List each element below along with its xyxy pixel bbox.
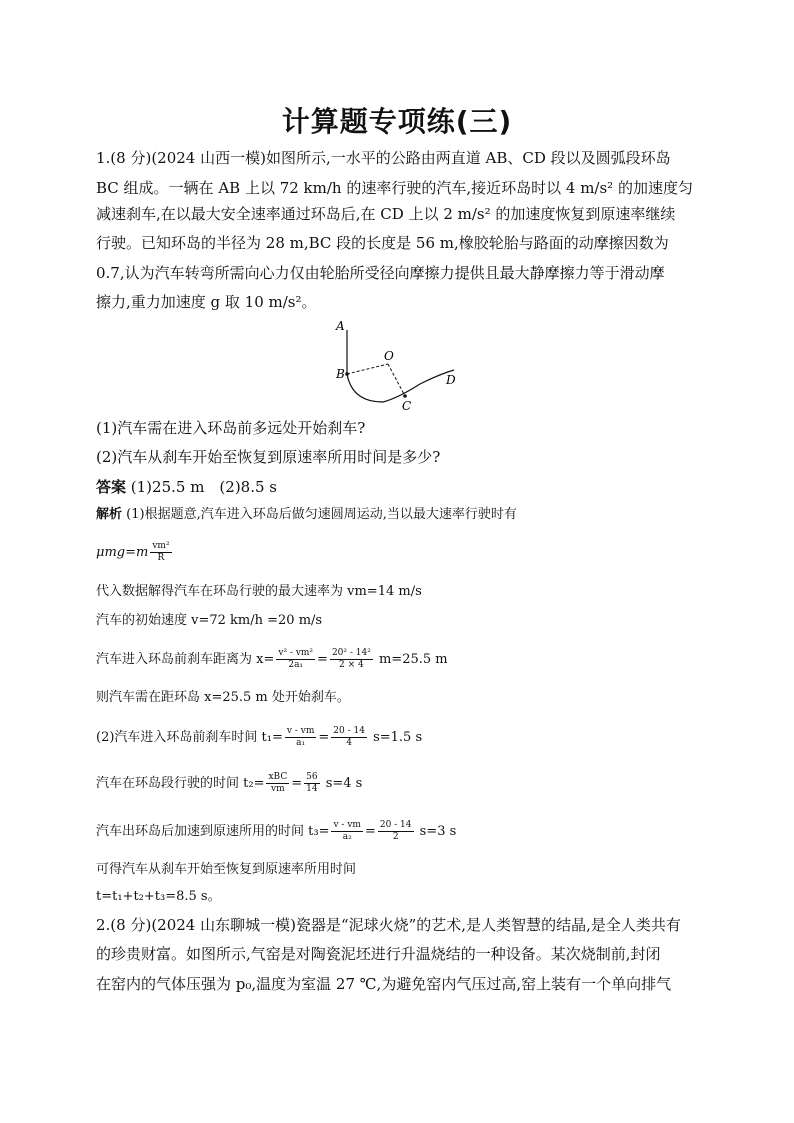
analysis-label: 解析 — [96, 507, 123, 522]
fraction-num: 20 - 14 — [379, 820, 412, 830]
equation-row: 汽车出环岛后加速到原速所用的时间 t₃= $\frac{v - vm}{\text{a₂}}$ = $\frac{20 - 14}{2}$ s=3 s — [96, 820, 457, 842]
q1-line: 1.(8 分)(2024 山西一模)如图所示,一水平的公路由两直道 AB、CD 段以及圆弧段环岛 — [96, 149, 671, 167]
solution-line: t=t₁+t₂+t₃=8.5 s。 — [96, 889, 221, 904]
eq-left: μmg=m — [96, 545, 149, 560]
label-d: D — [446, 373, 456, 387]
q2-line: 2.(8 分)(2024 山东聊城一模)瓷器是“泥球火烧”的艺术,是人类智慧的结晶,是全人类共有 — [96, 916, 681, 934]
answer-label: 答案 — [96, 478, 127, 496]
q1-line: 减速刹车,在以最大安全速率通过环岛后,在 CD 上以 2 m/s² 的加速度恢复到原速率继续 — [96, 205, 676, 223]
q2-line: 的珍贵财富。如图所示,气窑是对陶瓷泥坯进行升温烧结的一种设备。某次烧制前,封闭 — [96, 945, 661, 963]
q1-line: 0.7,认为汽车转弯所需向心力仅由轮胎所受径向摩擦力提供且最大静摩擦力等于滑动摩 — [96, 264, 665, 282]
label-c: C — [402, 399, 412, 413]
roundabout-figure — [330, 318, 470, 413]
fraction-den: 2a₁ — [288, 660, 304, 670]
eq-post: s=3 s — [415, 824, 457, 839]
q2-line: 在窑内的气体压强为 p₀,温度为室温 27 ℃,为避免窑内气压过高,窑上装有一个单向排气 — [96, 975, 672, 993]
solution-line: 则汽车需在距环岛 x=25.5 m 处开始刹车。 — [96, 690, 350, 705]
fraction-den: R — [157, 553, 165, 563]
fraction-den: a₂ — [342, 832, 352, 842]
fraction — [266, 772, 289, 795]
fraction-num: xBC — [268, 772, 288, 782]
eq-pre: 汽车在环岛段行驶的时间 t₂= — [96, 776, 265, 791]
q1-sub2: (2)汽车从刹车开始至恢复到原速率所用时间是多少? — [96, 448, 441, 466]
fraction — [276, 648, 315, 671]
answer-text: (1)25.5 m (2)8.5 s — [126, 478, 277, 496]
fraction-num: vm² — [152, 541, 170, 551]
equation-row: 汽车进入环岛前刹车距离为 x= $\frac{\text{v² - vm²}}{\text{2a₁}}$ = $\frac{\text{20² - 14²}}{2 \times 4}$ m=25.5 m — [96, 648, 448, 670]
solution-line: 代入数据解得汽车在环岛行驶的最大速率为 vm=14 m/s — [96, 584, 422, 599]
fraction-num: v² - vm² — [278, 648, 314, 658]
fraction-den: 2 × 4 — [339, 660, 364, 670]
label-o: O — [384, 349, 394, 363]
label-a: A — [336, 319, 345, 333]
fraction — [285, 726, 316, 749]
eq-post: s=1.5 s — [368, 730, 423, 745]
page-title: 计算题专项练(三) — [281, 105, 513, 138]
analysis-row — [96, 505, 517, 525]
fraction-num: v - vm — [333, 820, 361, 830]
fraction-num: 20 - 14 — [333, 726, 365, 736]
fraction — [330, 648, 373, 671]
q1-line: 行驶。已知环岛的半径为 28 m,BC 段的长度是 56 m,橡胶轮胎与路面的动摩擦因数为 — [96, 234, 669, 252]
fraction-den: 4 — [346, 738, 352, 748]
solution-line: 可得汽车从刹车开始至恢复到原速率所用时间 — [96, 862, 357, 877]
solution-line: 汽车的初始速度 v=72 km/h =20 m/s — [96, 613, 323, 628]
fraction — [378, 820, 414, 843]
fraction-den: 14 — [306, 784, 318, 794]
fraction — [331, 726, 367, 749]
fraction — [150, 541, 171, 564]
eq-post: s=4 s — [321, 776, 363, 791]
fraction — [331, 820, 362, 843]
eq-pre: (2)汽车进入环岛前刹车时间 t₁= — [96, 730, 283, 745]
fraction-num: 20² - 14² — [331, 648, 371, 658]
fraction-den: 2 — [392, 832, 399, 842]
q1-line: BC 组成。一辆在 AB 上以 72 km/h 的速率行驶的汽车,接近环岛时以 4 m/s² 的加速度匀 — [96, 179, 693, 197]
q1-sub1: (1)汽车需在进入环岛前多远处开始刹车? — [96, 419, 366, 437]
label-b: B — [336, 367, 345, 381]
equation-row: 汽车在环岛段行驶的时间 t₂= $\frac{\text{xBC}}{vm}$ = $\frac{56}{14}$ s=4 s — [96, 772, 363, 794]
equation-row: (2)汽车进入环岛前刹车时间 t₁= $\frac{v - vm}{\text{a₁}}$ = $\frac{20 - 14}{4}$ s=1.5 s — [96, 726, 423, 748]
fraction-num: v - vm — [286, 726, 315, 736]
equation-row — [96, 541, 174, 564]
eq-post: m=25.5 m — [374, 652, 448, 667]
fraction-den: a₁ — [296, 738, 306, 748]
q1-line: 擦力,重力加速度 g 取 10 m/s²。 — [96, 293, 317, 311]
answer-row — [96, 477, 277, 497]
analysis-text: (1)根据题意,汽车进入环岛后做匀速圆周运动,当以最大速率行驶时有 — [122, 507, 517, 522]
fraction — [304, 772, 319, 795]
fraction-den: vm — [271, 784, 285, 794]
eq-pre: 汽车出环岛后加速到原速所用的时间 t₃= — [96, 824, 330, 839]
eq-pre: 汽车进入环岛前刹车距离为 x= — [96, 652, 275, 667]
fraction-num: 56 — [306, 772, 318, 782]
